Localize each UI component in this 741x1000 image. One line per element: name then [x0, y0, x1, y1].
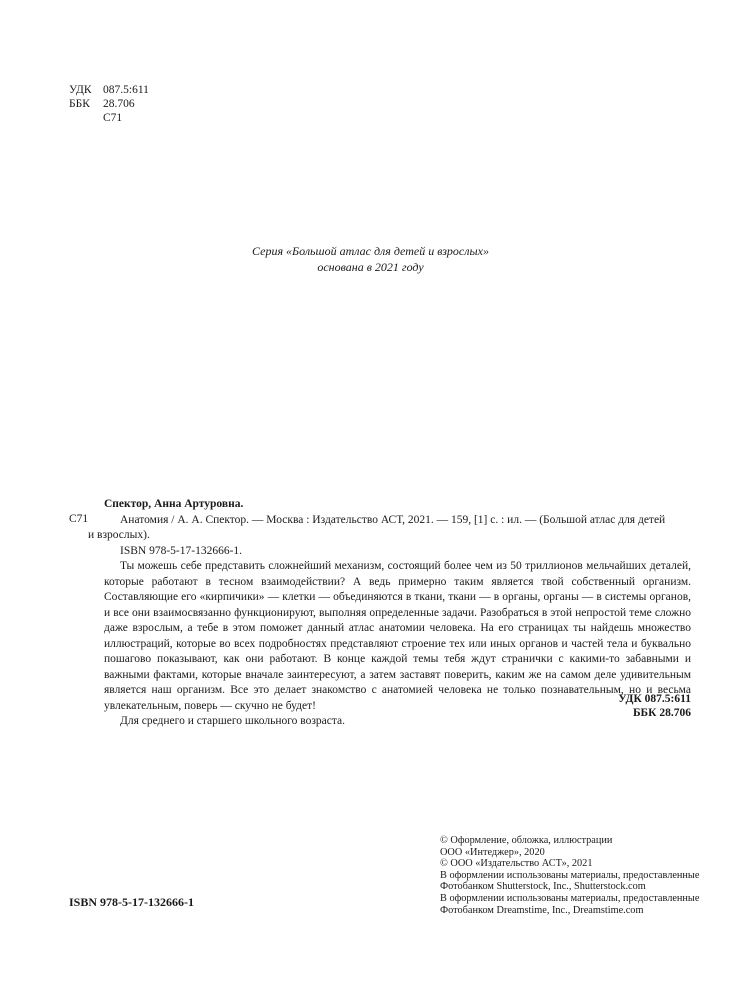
series-line-2: основана в 2021 году	[317, 260, 424, 274]
copyright-line: © Оформление, обложка, иллюстрации	[440, 835, 613, 846]
catalog-title	[88, 513, 691, 544]
copyright-line: Фотобанком Dreamstime, Inc., Dreamstime.com	[440, 904, 644, 916]
udk-row	[69, 83, 149, 97]
annotation-line: каждой темы тебя ждут странички с какими-то забавными и важными фактами, которые вначале заинтересуют, а затем заставят	[104, 653, 692, 681]
catalog-title-line-2: и взрослых).	[88, 529, 150, 541]
isbn-bottom: ISBN 978-5-17-132666-1	[69, 895, 194, 909]
annotation-line: которые работают в тесном взаимодействии? А ведь примерно таким является твой собственный организм. Составляющие его	[104, 575, 691, 603]
annotation-line: представляют строение тех или иных органов и частей тела и буквально пошагово показывают, как они работают. В конце	[104, 637, 691, 665]
series-note	[0, 243, 741, 275]
annotation-line: поверить, каким же на самом деле удивительным является наш организм. Все это делает знакомство с анатомией человека не	[104, 668, 692, 696]
catalog-audience: Для среднего и старшего школьного возраста.	[120, 715, 346, 727]
udk-label: УДК	[69, 84, 92, 96]
bbk-value: 28.706	[103, 98, 135, 110]
annotation-line: функционируют, выполняя определенные задачи. Разобраться в этой непростой теме сложно даже взрослым, а тебе в этом	[104, 606, 691, 634]
copyright-line: © ООО «Издательство АСТ», 2021	[440, 858, 593, 870]
annotation-line: только познавательным, но и весьма увлекательным, поверь — скучно не будет!	[104, 684, 691, 712]
series-line-1: Серия «Большой атлас для детей и взрослых»	[252, 244, 489, 258]
bbk-row	[69, 97, 135, 111]
udk-value: 087.5:611	[103, 84, 149, 96]
copyright-line: ООО «Интеджер», 2020	[440, 846, 545, 858]
catalog-title-line-1: Анатомия / А. А. Спектор. — Москва : Издательство АСТ, 2021. — 159, [1] с. : ил. — (Большой атлас для детей	[120, 513, 666, 526]
copyright-block	[440, 835, 699, 916]
catalog-author-mark: С71	[69, 513, 89, 525]
annotation-line: поможет данный атлас анатомии человека. На его страницах ты найдешь множество иллюстраций, которые во всех подробностях	[104, 622, 692, 650]
annotation-line: Ты можешь себе представить сложнейший механизм, состоящий более чем из 50 триллионов мельчайших деталей,	[120, 560, 691, 572]
annotation-line: «кирпичики» — клетки — объединяются в ткани, ткани — в органы, органы — в системы органов, и все они взаимосвязанно	[104, 591, 691, 619]
copyright-line: Фотобанком Shutterstock, Inc., Shutterstock.com	[440, 881, 646, 893]
bbk-full: ББК 28.706	[632, 707, 691, 719]
catalog-isbn: ISBN 978-5-17-132666-1.	[120, 544, 243, 557]
copyright-line: В оформлении использованы материалы, предоставленные	[440, 869, 700, 881]
copyright-line: В оформлении использованы материалы, предоставленные	[440, 892, 700, 904]
author-mark-top: С71	[103, 112, 123, 124]
catalog-card	[88, 497, 692, 730]
catalog-annotation	[104, 559, 691, 714]
bbk-label: ББК	[69, 98, 90, 110]
catalog-author: Спектор, Анна Артуровна.	[104, 498, 244, 510]
udk-full: УДК 087.5:611	[618, 693, 691, 705]
